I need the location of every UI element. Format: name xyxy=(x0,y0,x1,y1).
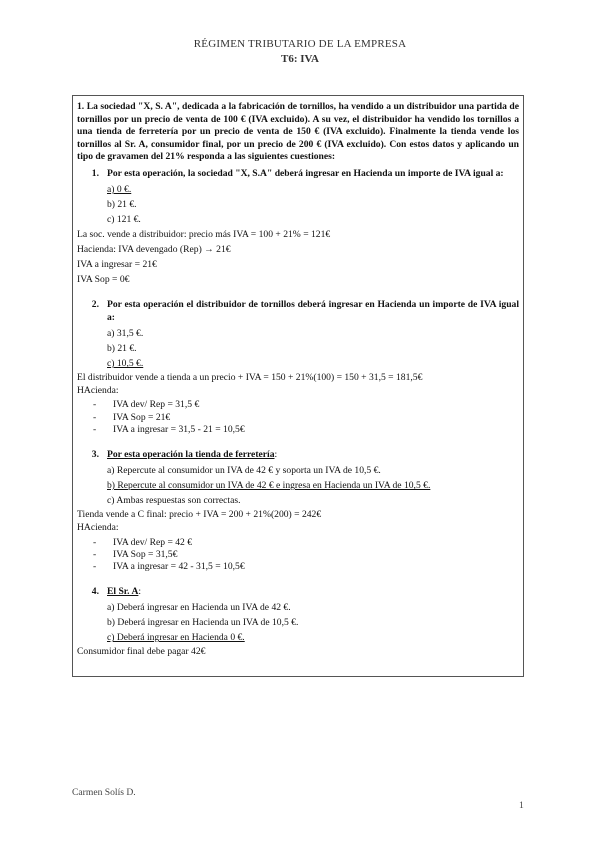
q3-option-a: a) Repercute al consumidor un IVA de 42 € y soporta un IVA de 10,5 €. xyxy=(107,465,381,477)
q3-calculation-list xyxy=(77,537,519,574)
q2-option-c: c) 10,5 €. xyxy=(107,358,144,369)
footer-author: Carmen Solís D. xyxy=(72,787,136,798)
question-text: Por esta operación la tienda de ferretería xyxy=(107,448,275,460)
q3-note: Tienda vende a C final: precio + IVA = 200 + 21%(200) = 242€ xyxy=(77,509,322,521)
q2-note: El distribuidor vende a tienda a un precio + IVA = 150 + 21%(100) = 150 + 31,5 = 181,5€ xyxy=(77,372,423,383)
question-2 xyxy=(77,299,519,324)
question-number: 3. xyxy=(91,448,99,460)
q1-option-a: a) 0 €. xyxy=(107,184,132,195)
q2-calculation-list xyxy=(77,399,519,436)
list-item: - IVA Sop = 31,5€ xyxy=(93,548,178,560)
q4-note: Consumidor final debe pagar 42€ xyxy=(77,646,206,658)
question-text: Por esta operación el distribuidor de tornillos deberá ingresar en Hacienda un importe de IVA igual a: xyxy=(107,299,519,323)
q4-option-a: a) Deberá ingresar en Hacienda un IVA de 42 €. xyxy=(107,602,291,614)
question-text: El Sr. A xyxy=(107,585,139,597)
list-item: - IVA dev/ Rep = 31,5 € xyxy=(93,399,200,411)
document-title: RÉGIMEN TRIBUTARIO DE LA EMPRESA xyxy=(193,38,407,50)
list-item: - IVA dev/ Rep = 42 € xyxy=(93,536,193,548)
q1-option-b: b) 21 €. xyxy=(107,199,137,210)
question-3: 3. Por esta operación la tienda de ferretería: xyxy=(77,449,519,462)
q2-option-a: a) 31,5 €. xyxy=(107,328,144,339)
q1-option-c: c) 121 €. xyxy=(107,214,141,225)
question-1 xyxy=(77,168,519,181)
q3-hacienda-label: HAcienda: xyxy=(77,522,119,534)
question-4: 4. El Sr. A: xyxy=(77,586,519,599)
q4-option-b: b) Deberá ingresar en Hacienda un IVA de 10,5 €. xyxy=(107,617,299,629)
page-number: 1 xyxy=(519,800,524,811)
exercise-box xyxy=(72,95,524,677)
list-item: - IVA a ingresar = 42 - 31,5 = 10,5€ xyxy=(93,561,245,573)
exercise-statement: 1. La sociedad "X, S. A", dedicada a la fabricación de tornillos, ha vendido a un distribuidor una partida de tornillos por un precio de venta de 100 € (IVA excluido). A su vez, el distribuidor ha vendido los tornillos a una tienda de ferretería por un precio de venta de 150 € (IVA excluido). Finalmente la tienda vende los tornillos al Sr. A, consumidor final, por un precio de 200 € (IVA excluido). Con estos datos y aplicando un tipo de gravamen del 21% responda a las siguientes cuestiones: xyxy=(77,101,519,162)
q1-note-1: La soc. vende a distribuidor: precio más IVA = 100 + 21% = 121€ xyxy=(77,229,331,240)
list-item: - IVA Sop = 21€ xyxy=(93,411,171,423)
q2-option-b: b) 21 €. xyxy=(107,343,137,354)
q1-note-3: IVA a ingresar = 21€ xyxy=(77,259,157,270)
q4-option-c: c) Deberá ingresar en Hacienda 0 €. xyxy=(107,632,245,644)
question-text: Por esta operación, la sociedad "X, S.A" deberá ingresar en Hacienda un importe de IVA igual a: xyxy=(107,167,504,179)
question-number: 1. xyxy=(91,167,99,179)
q3-option-c: c) Ambas respuestas son correctas. xyxy=(107,495,241,507)
q3-option-b: b) Repercute al consumidor un IVA de 42 € e ingresa en Hacienda un IVA de 10,5 €. xyxy=(107,480,431,492)
q1-note-2: Hacienda: IVA devengado (Rep) → 21€ xyxy=(77,244,231,255)
document-subtitle: T6: IVA xyxy=(280,53,319,65)
q2-hacienda-label: HAcienda: xyxy=(77,385,119,397)
question-number: 4. xyxy=(91,585,99,597)
question-number: 2. xyxy=(91,299,99,310)
list-item: - IVA a ingresar = 31,5 - 21 = 10,5€ xyxy=(93,424,245,436)
q1-note-4: IVA Sop = 0€ xyxy=(77,274,130,285)
